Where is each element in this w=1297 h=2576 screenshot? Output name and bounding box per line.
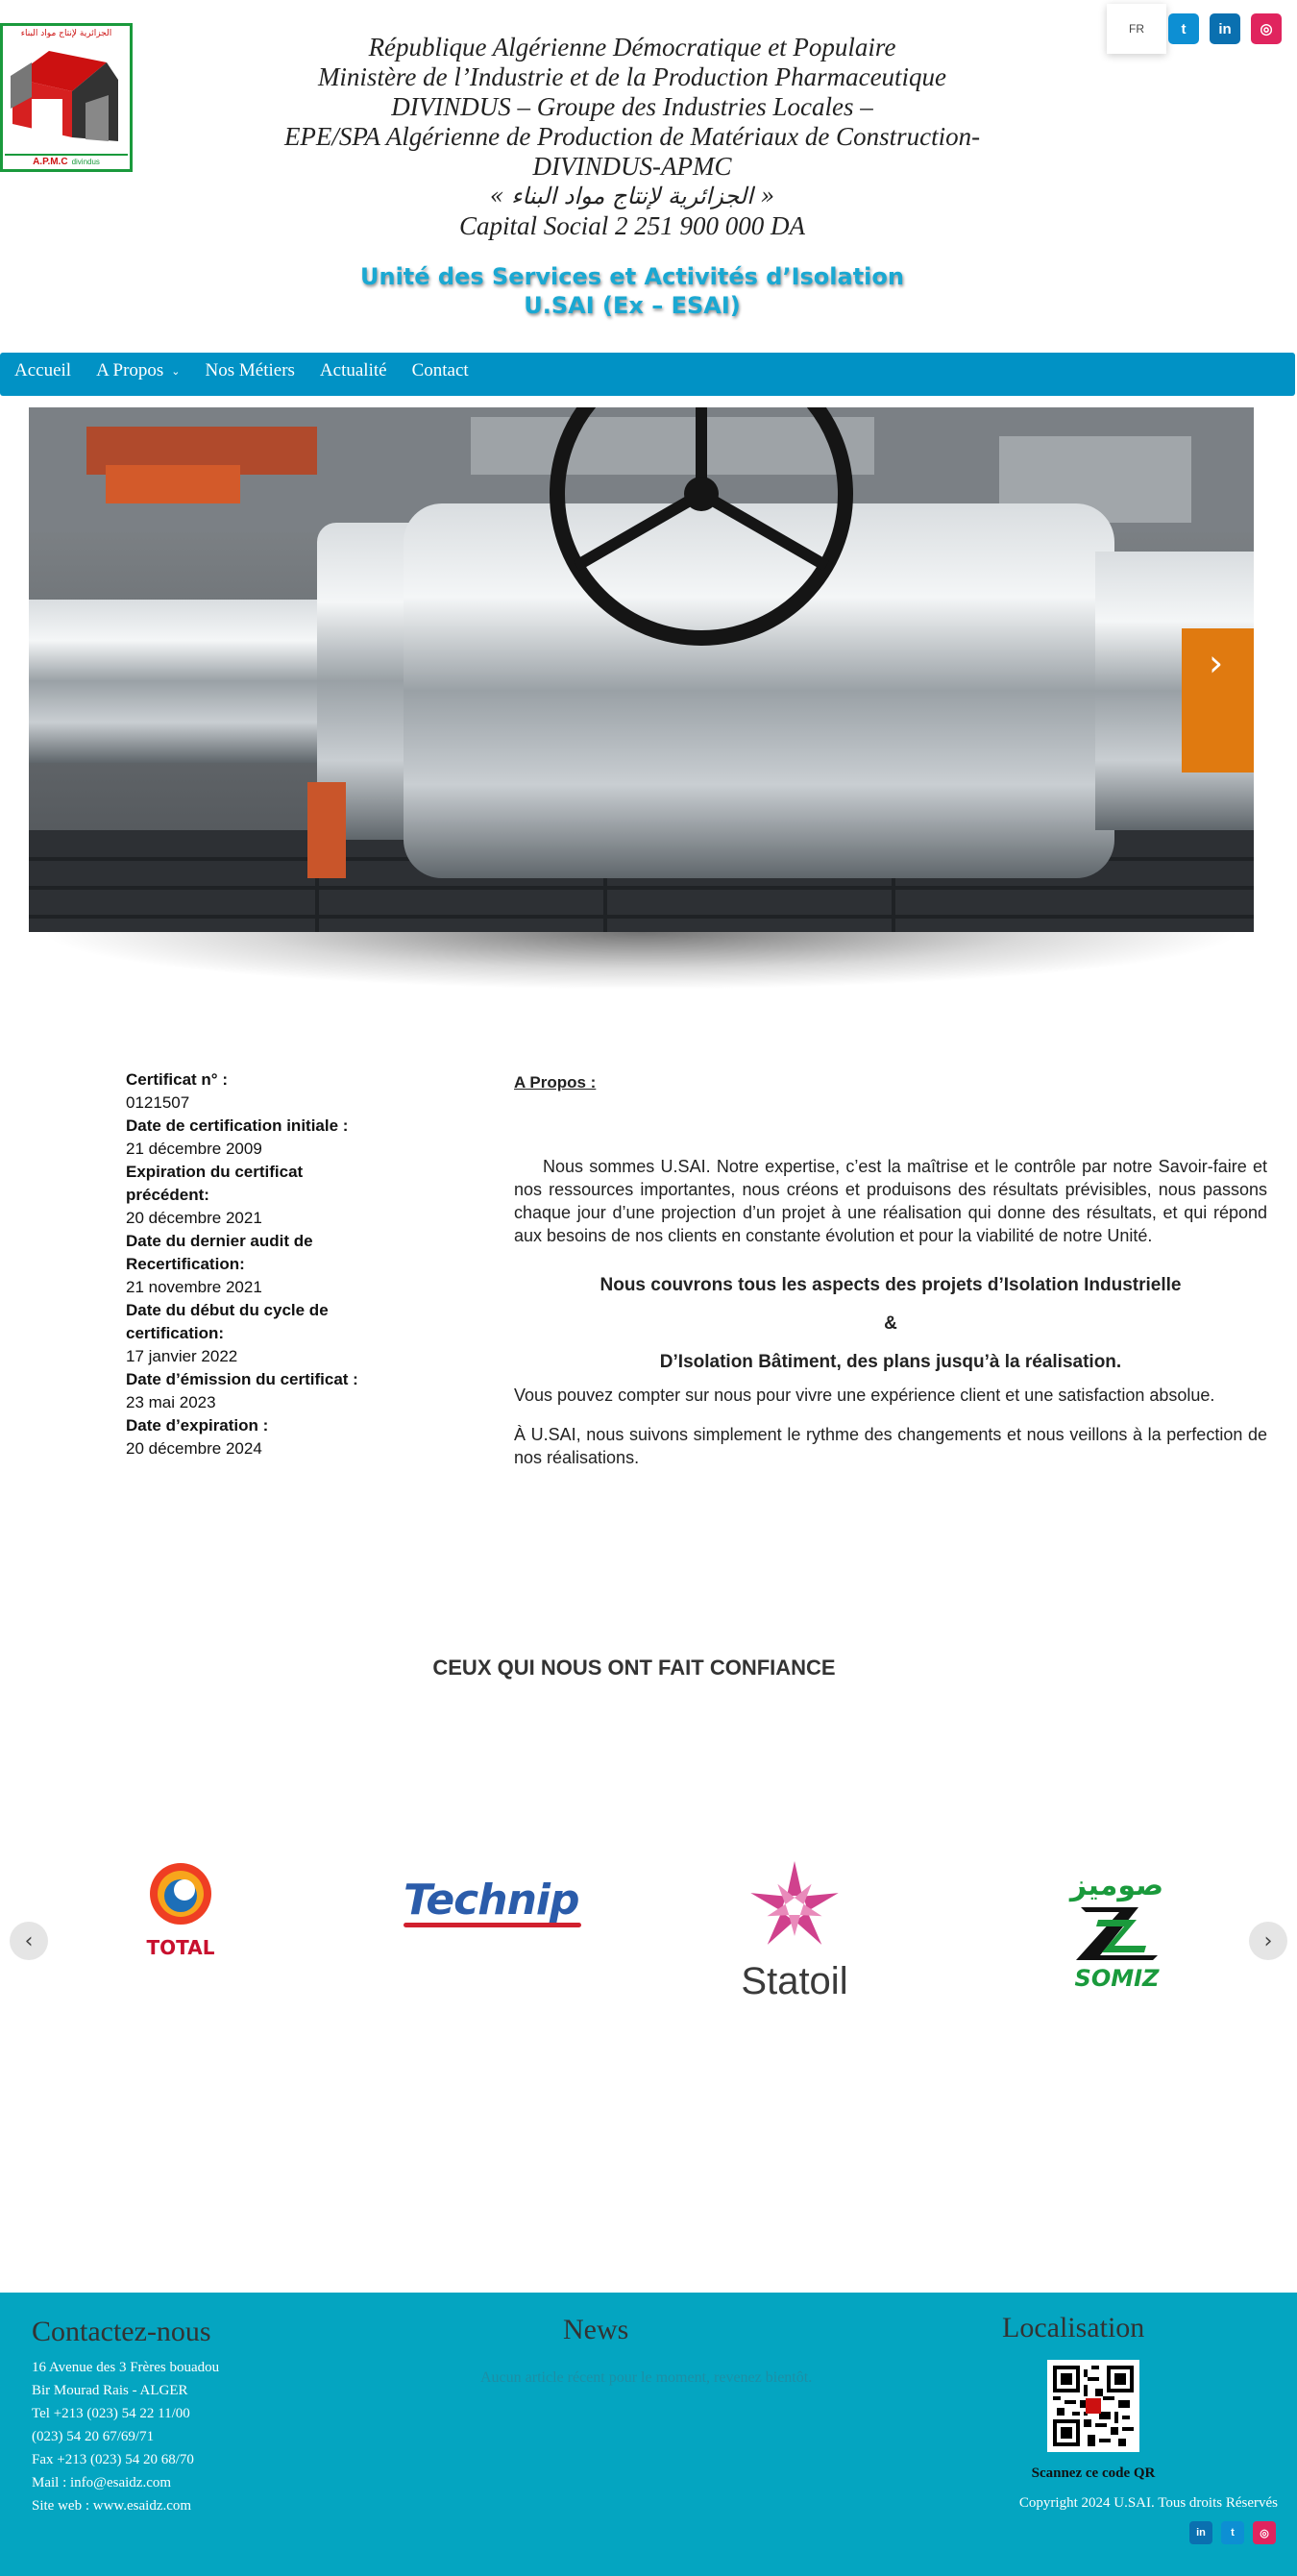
contact-line: Tel +213 (023) 54 22 11/00 — [32, 2406, 190, 2421]
contact-website[interactable]: Site web : www.esaidz.com — [32, 2498, 192, 2514]
qr-code[interactable] — [1047, 2360, 1139, 2452]
cert-value: 20 décembre 2021 — [126, 1209, 262, 1227]
header-line: République Algérienne Démocratique et Populaire — [368, 33, 896, 61]
cert-value: 21 décembre 2009 — [126, 1140, 262, 1158]
header-line-arabic: « الجزائرية لإنتاج مواد البناء » — [489, 183, 775, 209]
chevron-down-icon: ⌄ — [171, 365, 181, 378]
contact-email[interactable]: Mail : info@esaidz.com — [32, 2475, 172, 2490]
copyright: Copyright 2024 U.SAI. Tous droits Réservés — [1018, 2495, 1278, 2511]
cert-value: 0121507 — [126, 1093, 190, 1112]
cert-value: 20 décembre 2024 — [126, 1439, 262, 1458]
nav-item-a-propos[interactable] — [96, 360, 180, 381]
nav-item-nos-metiers[interactable] — [206, 360, 295, 381]
logo-arabic-text: الجزائرية لإنتاج مواد البناء — [20, 29, 112, 38]
hero-slider[interactable] — [29, 407, 1254, 932]
language-switcher[interactable]: FR — [1107, 4, 1166, 54]
nav-label: Actualité — [319, 360, 387, 380]
unit-title — [250, 262, 1015, 320]
footer-linkedin-icon[interactable]: in — [1189, 2521, 1212, 2544]
slide-image-insulated-pipe — [29, 407, 1254, 932]
header-line: Ministère de l’Industrie et de la Production Pharmaceutique — [317, 62, 947, 91]
header-line: DIVINDUS – Groupe des Industries Locales – — [391, 92, 873, 121]
unit-title-line: U.SAI (Ex – ESAI) — [524, 292, 741, 319]
logo-sub: divindus — [71, 157, 100, 166]
nav-item-contact[interactable] — [412, 360, 469, 381]
total-logo-icon — [135, 1859, 227, 1931]
instagram-icon[interactable]: ◎ — [1251, 13, 1282, 44]
footer-twitter-icon[interactable]: t — [1221, 2521, 1244, 2544]
linkedin-icon[interactable]: in — [1210, 13, 1240, 44]
qr-label: Scannez ce code QR — [1031, 2466, 1156, 2481]
contact-line: Fax +213 (023) 54 20 68/70 — [32, 2452, 194, 2467]
cert-label: Date de certification initiale : — [126, 1116, 349, 1135]
about-title: A Propos : — [514, 1073, 597, 1092]
about-highlight: Nous couvrons tous les aspects des projets d’Isolation Industrielle — [600, 1275, 1182, 1295]
cert-label: Expiration du certificat précédent: — [126, 1163, 304, 1204]
logo-mark-icon — [3, 41, 130, 157]
nav-label: A Propos — [96, 360, 164, 380]
footer — [0, 2293, 1297, 2576]
partner-logo-somiz[interactable] — [1062, 1869, 1172, 2013]
about-highlight: D’Isolation Bâtiment, des plans jusqu’à la réalisation. — [659, 1352, 1122, 1372]
footer-instagram-icon[interactable]: ◎ — [1253, 2521, 1276, 2544]
contact-line: 16 Avenue des 3 Frères bouadou — [32, 2360, 220, 2375]
nav-label: Accueil — [14, 360, 72, 380]
footer-news-text: Aucun article récent pour le moment, revenez bientôt. — [480, 2369, 813, 2386]
statoil-star-icon — [732, 1859, 857, 1955]
cert-label: Date du début du cycle de certification: — [126, 1301, 329, 1342]
qr-code-icon — [1053, 2366, 1134, 2446]
unit-title-line: Unité des Services et Activités d’Isolation — [360, 263, 904, 290]
footer-location-title: Localisation — [1002, 2312, 1145, 2343]
about-paragraph: Nous sommes U.SAI. Notre expertise, c’est la maîtrise et le contrôle par notre Savoir-faire et nos ressources importantes, nous créons et produisons des résultats prévisibles, nous passons chaque jour d’une projection d’un projet à une réalisation qui donne des résultats, et qui répond aux besoins de nos clients en constante évolution et pour la viabilité de notre Unité. — [514, 1157, 1267, 1245]
statoil-logo-text: Statoil — [741, 1960, 848, 2002]
cert-label: Date d’expiration : — [126, 1416, 269, 1435]
technip-logo-text: Technip — [404, 1876, 579, 1925]
about-paragraph: Vous pouvez compter sur nous pour vivre une expérience client et une satisfaction absolue. — [514, 1386, 1215, 1405]
main-nav — [0, 353, 1295, 396]
nav-label: Contact — [411, 360, 469, 380]
nav-item-accueil[interactable] — [14, 360, 71, 381]
cert-label: Certificat n° : — [126, 1070, 228, 1089]
somiz-mark-icon — [1062, 1902, 1172, 1960]
carousel-next-button[interactable]: › — [1249, 1922, 1287, 1960]
nav-item-actualite[interactable] — [320, 360, 387, 381]
about-highlight-amp: & — [884, 1313, 897, 1334]
nav-label: Nos Métiers — [205, 360, 295, 380]
total-logo-text: TOTAL — [146, 1936, 215, 1959]
header-line: EPE/SPA Algérienne de Production de Matériaux de Construction- — [283, 122, 981, 151]
logo-caption — [5, 154, 128, 167]
about-section — [514, 1071, 1267, 1469]
partner-logo-technip[interactable] — [404, 1876, 581, 1943]
cert-value: 21 novembre 2021 — [126, 1278, 262, 1296]
slider-shadow — [38, 932, 1244, 990]
partners-title: CEUX QUI NOUS ONT FAIT CONFIANCE — [432, 1656, 836, 1680]
cert-label: Date du dernier audit de Recertification: — [126, 1232, 313, 1273]
contact-line: (023) 54 20 67/69/71 — [32, 2429, 155, 2444]
cert-value: 17 janvier 2022 — [126, 1347, 238, 1365]
somiz-arabic-text: صوميز — [1069, 1869, 1164, 1902]
about-paragraph: À U.SAI, nous suivons simplement le rythme des changements et nous veillons à la perfection de nos réalisations. — [514, 1425, 1267, 1467]
header-line: DIVINDUS-APMC — [532, 152, 732, 181]
partner-logo-total[interactable] — [135, 1859, 227, 1960]
footer-news-title: News — [563, 2314, 629, 2345]
cert-label: Date d’émission du certificat : — [126, 1370, 358, 1388]
slider-next-arrow[interactable]: › — [1209, 642, 1224, 684]
footer-contact-info — [32, 2356, 219, 2517]
certificate-info — [126, 1068, 366, 1460]
footer-contact-title: Contactez-nous — [32, 2316, 211, 2347]
twitter-icon[interactable]: t — [1168, 13, 1199, 44]
institution-header — [250, 33, 1015, 241]
carousel-prev-button[interactable]: ‹ — [10, 1922, 48, 1960]
contact-line: Bir Mourad Rais - ALGER — [32, 2383, 188, 2398]
cert-value: 23 mai 2023 — [126, 1393, 216, 1411]
logo-name: A.P.M.C — [33, 156, 68, 167]
somiz-logo-text: SOMIZ — [1074, 1965, 1160, 1992]
header-line: Capital Social 2 251 900 000 DA — [459, 211, 805, 240]
partner-logo-statoil[interactable] — [732, 1859, 857, 2003]
apmc-logo[interactable] — [0, 23, 133, 172]
